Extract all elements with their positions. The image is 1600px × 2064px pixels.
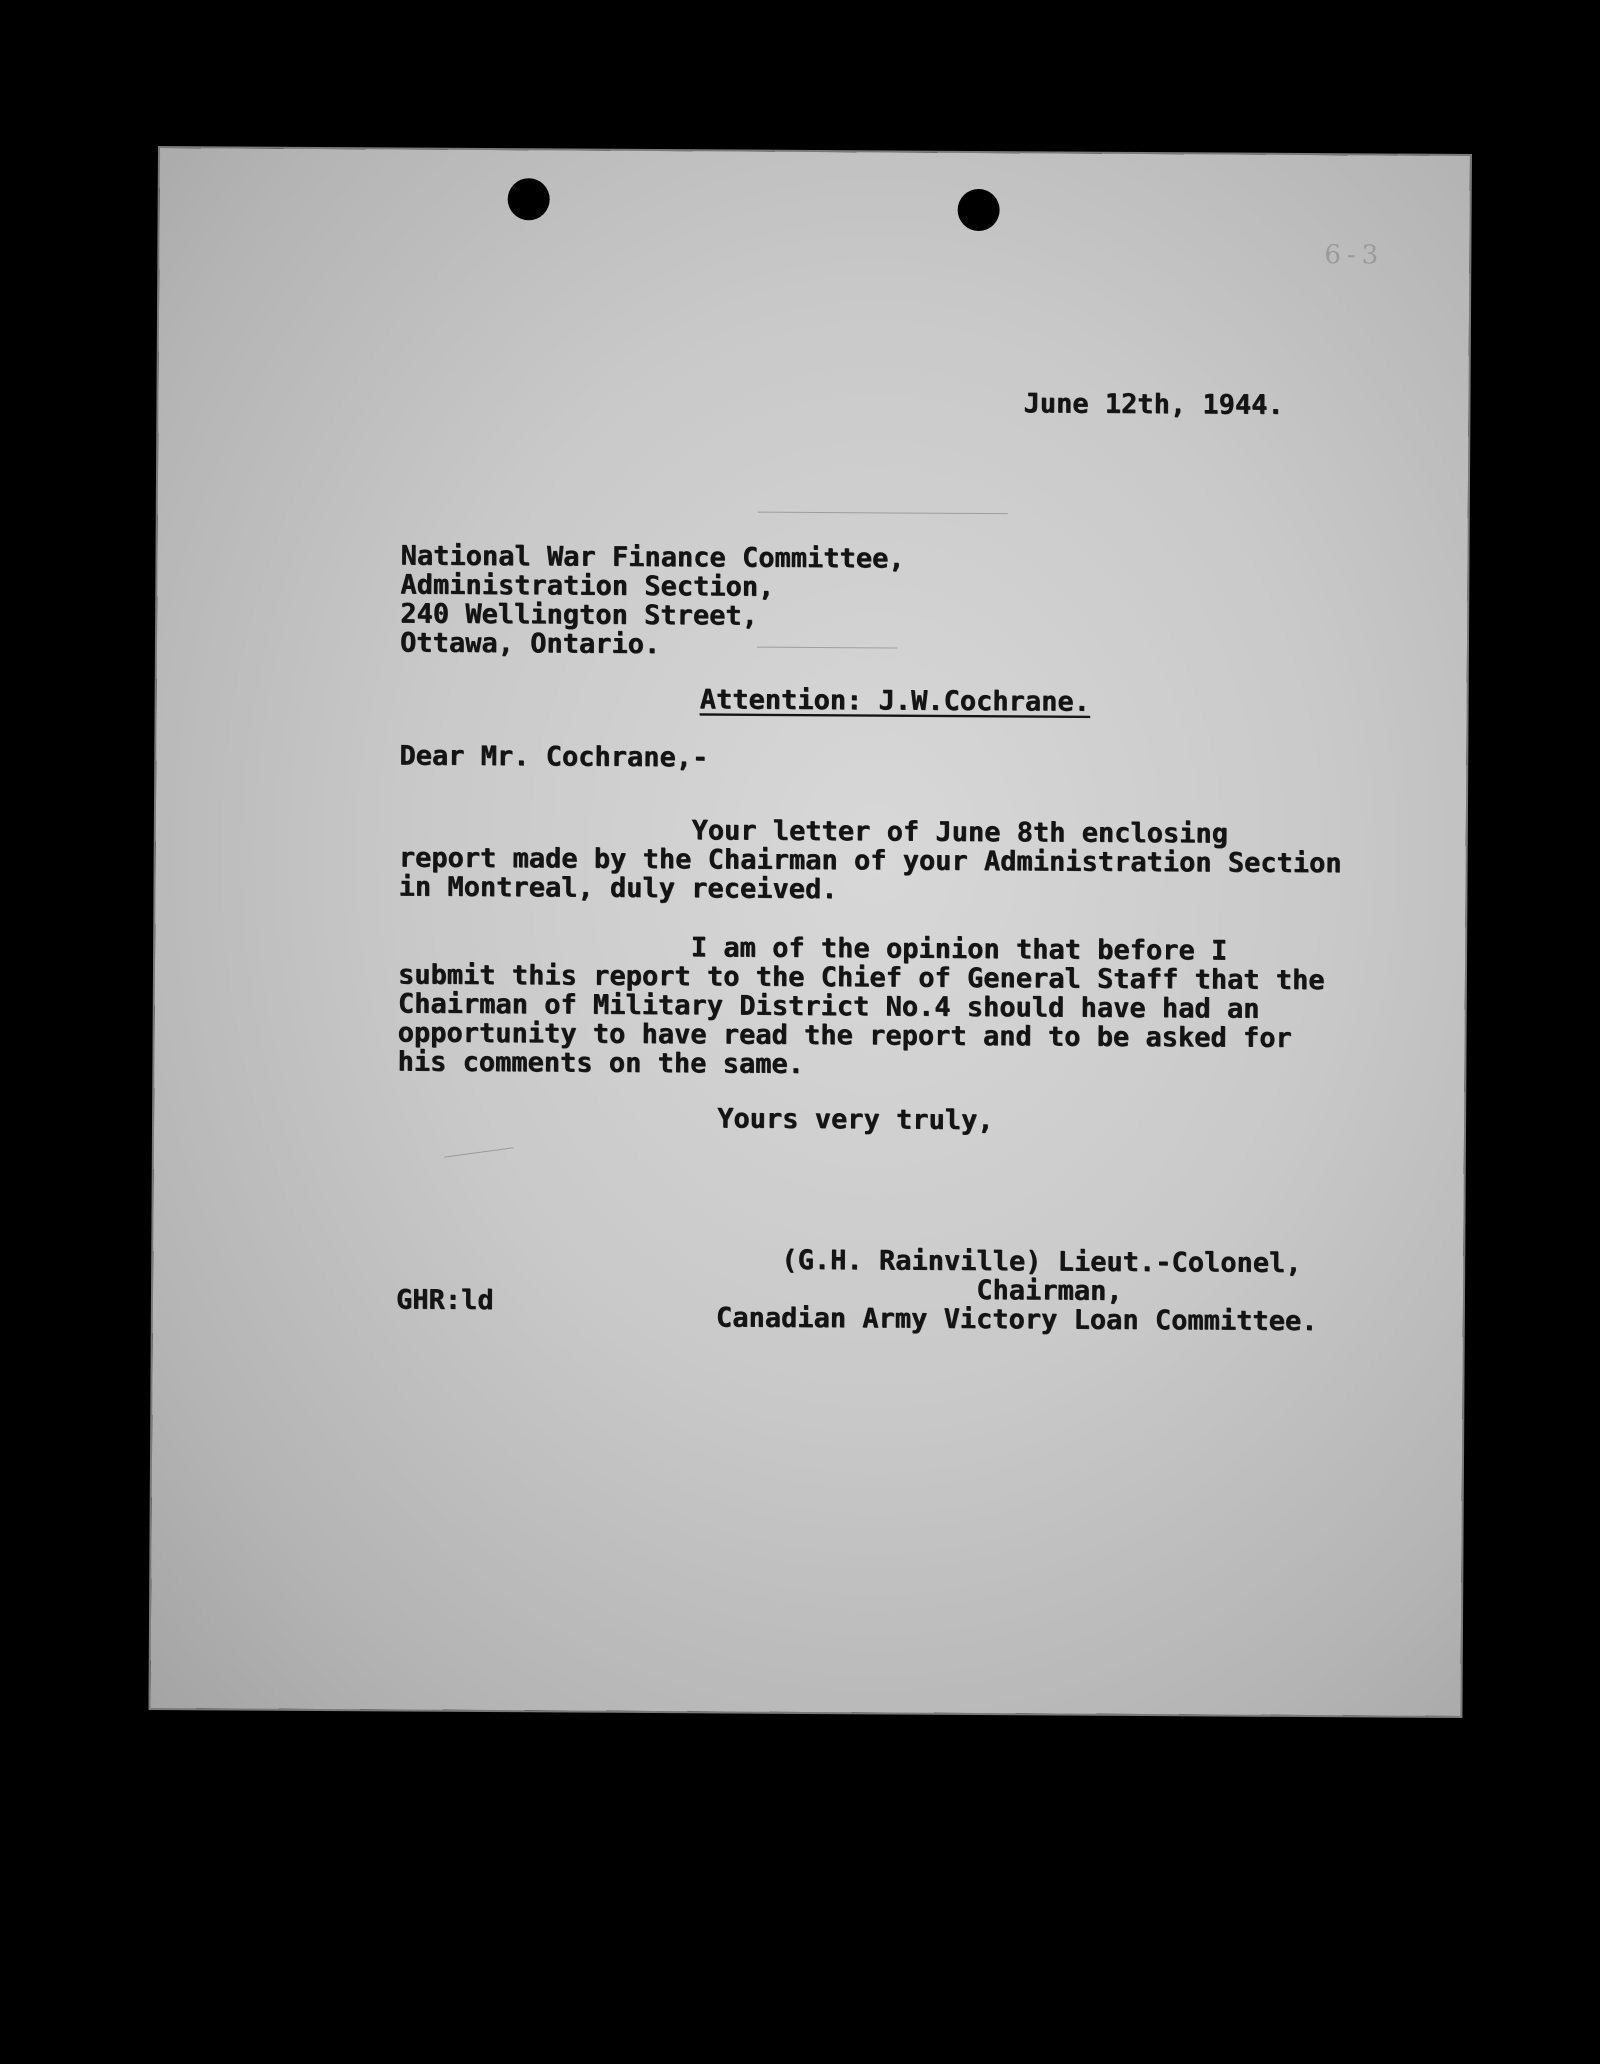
signature-line: Chairman, [715,1273,1123,1307]
address-line: National War Finance Committee, [400,540,905,575]
recipient-address [400,541,905,660]
body-paragraph-1 [398,814,1341,907]
letter-date: June 12th, 1944. [1023,388,1284,421]
attention-line: Attention: J.W.Cochrane. [699,684,1090,718]
paragraph-line: his comments on the same. [397,1046,804,1080]
scuff-mark [444,1147,514,1157]
reference-initials: GHR:ld [395,1284,494,1317]
letter-sheet [150,148,1470,1716]
signature-line: Canadian Army Victory Loan Committee. [715,1302,1318,1338]
salutation: Dear Mr. Cochrane,- [399,740,709,774]
page-mark: 6-3 [1324,240,1385,271]
paragraph-line: in Montreal, duly received. [398,871,838,906]
paragraph-line: Chairman of Military District No.4 should have had an [397,988,1260,1025]
scuff-mark [758,512,1008,515]
punch-hole-right [958,189,1000,231]
paragraph-line: submit this report to the Chief of General Staff that the [397,959,1325,997]
body-paragraph-2 [397,931,1324,1082]
paragraph-line: report made by the Chairman of your Administration Section [398,842,1342,880]
signature-line: (G.H. Rainville) Lieut.-Colonel, [716,1244,1302,1279]
paragraph-line: opportunity to have read the report and to be asked for [397,1017,1292,1054]
paragraph-line: I am of the opinion that before I [398,930,1228,967]
paragraph-line: Your letter of June 8th enclosing [398,813,1228,850]
punch-hole-left [508,178,550,220]
signature-block [716,1245,1318,1336]
address-line: Administration Section, [400,569,775,603]
address-line: 240 Wellington Street, [400,598,758,632]
address-line: Ottawa, Ontario. [399,627,661,661]
closing: Yours very truly, [716,1103,994,1137]
